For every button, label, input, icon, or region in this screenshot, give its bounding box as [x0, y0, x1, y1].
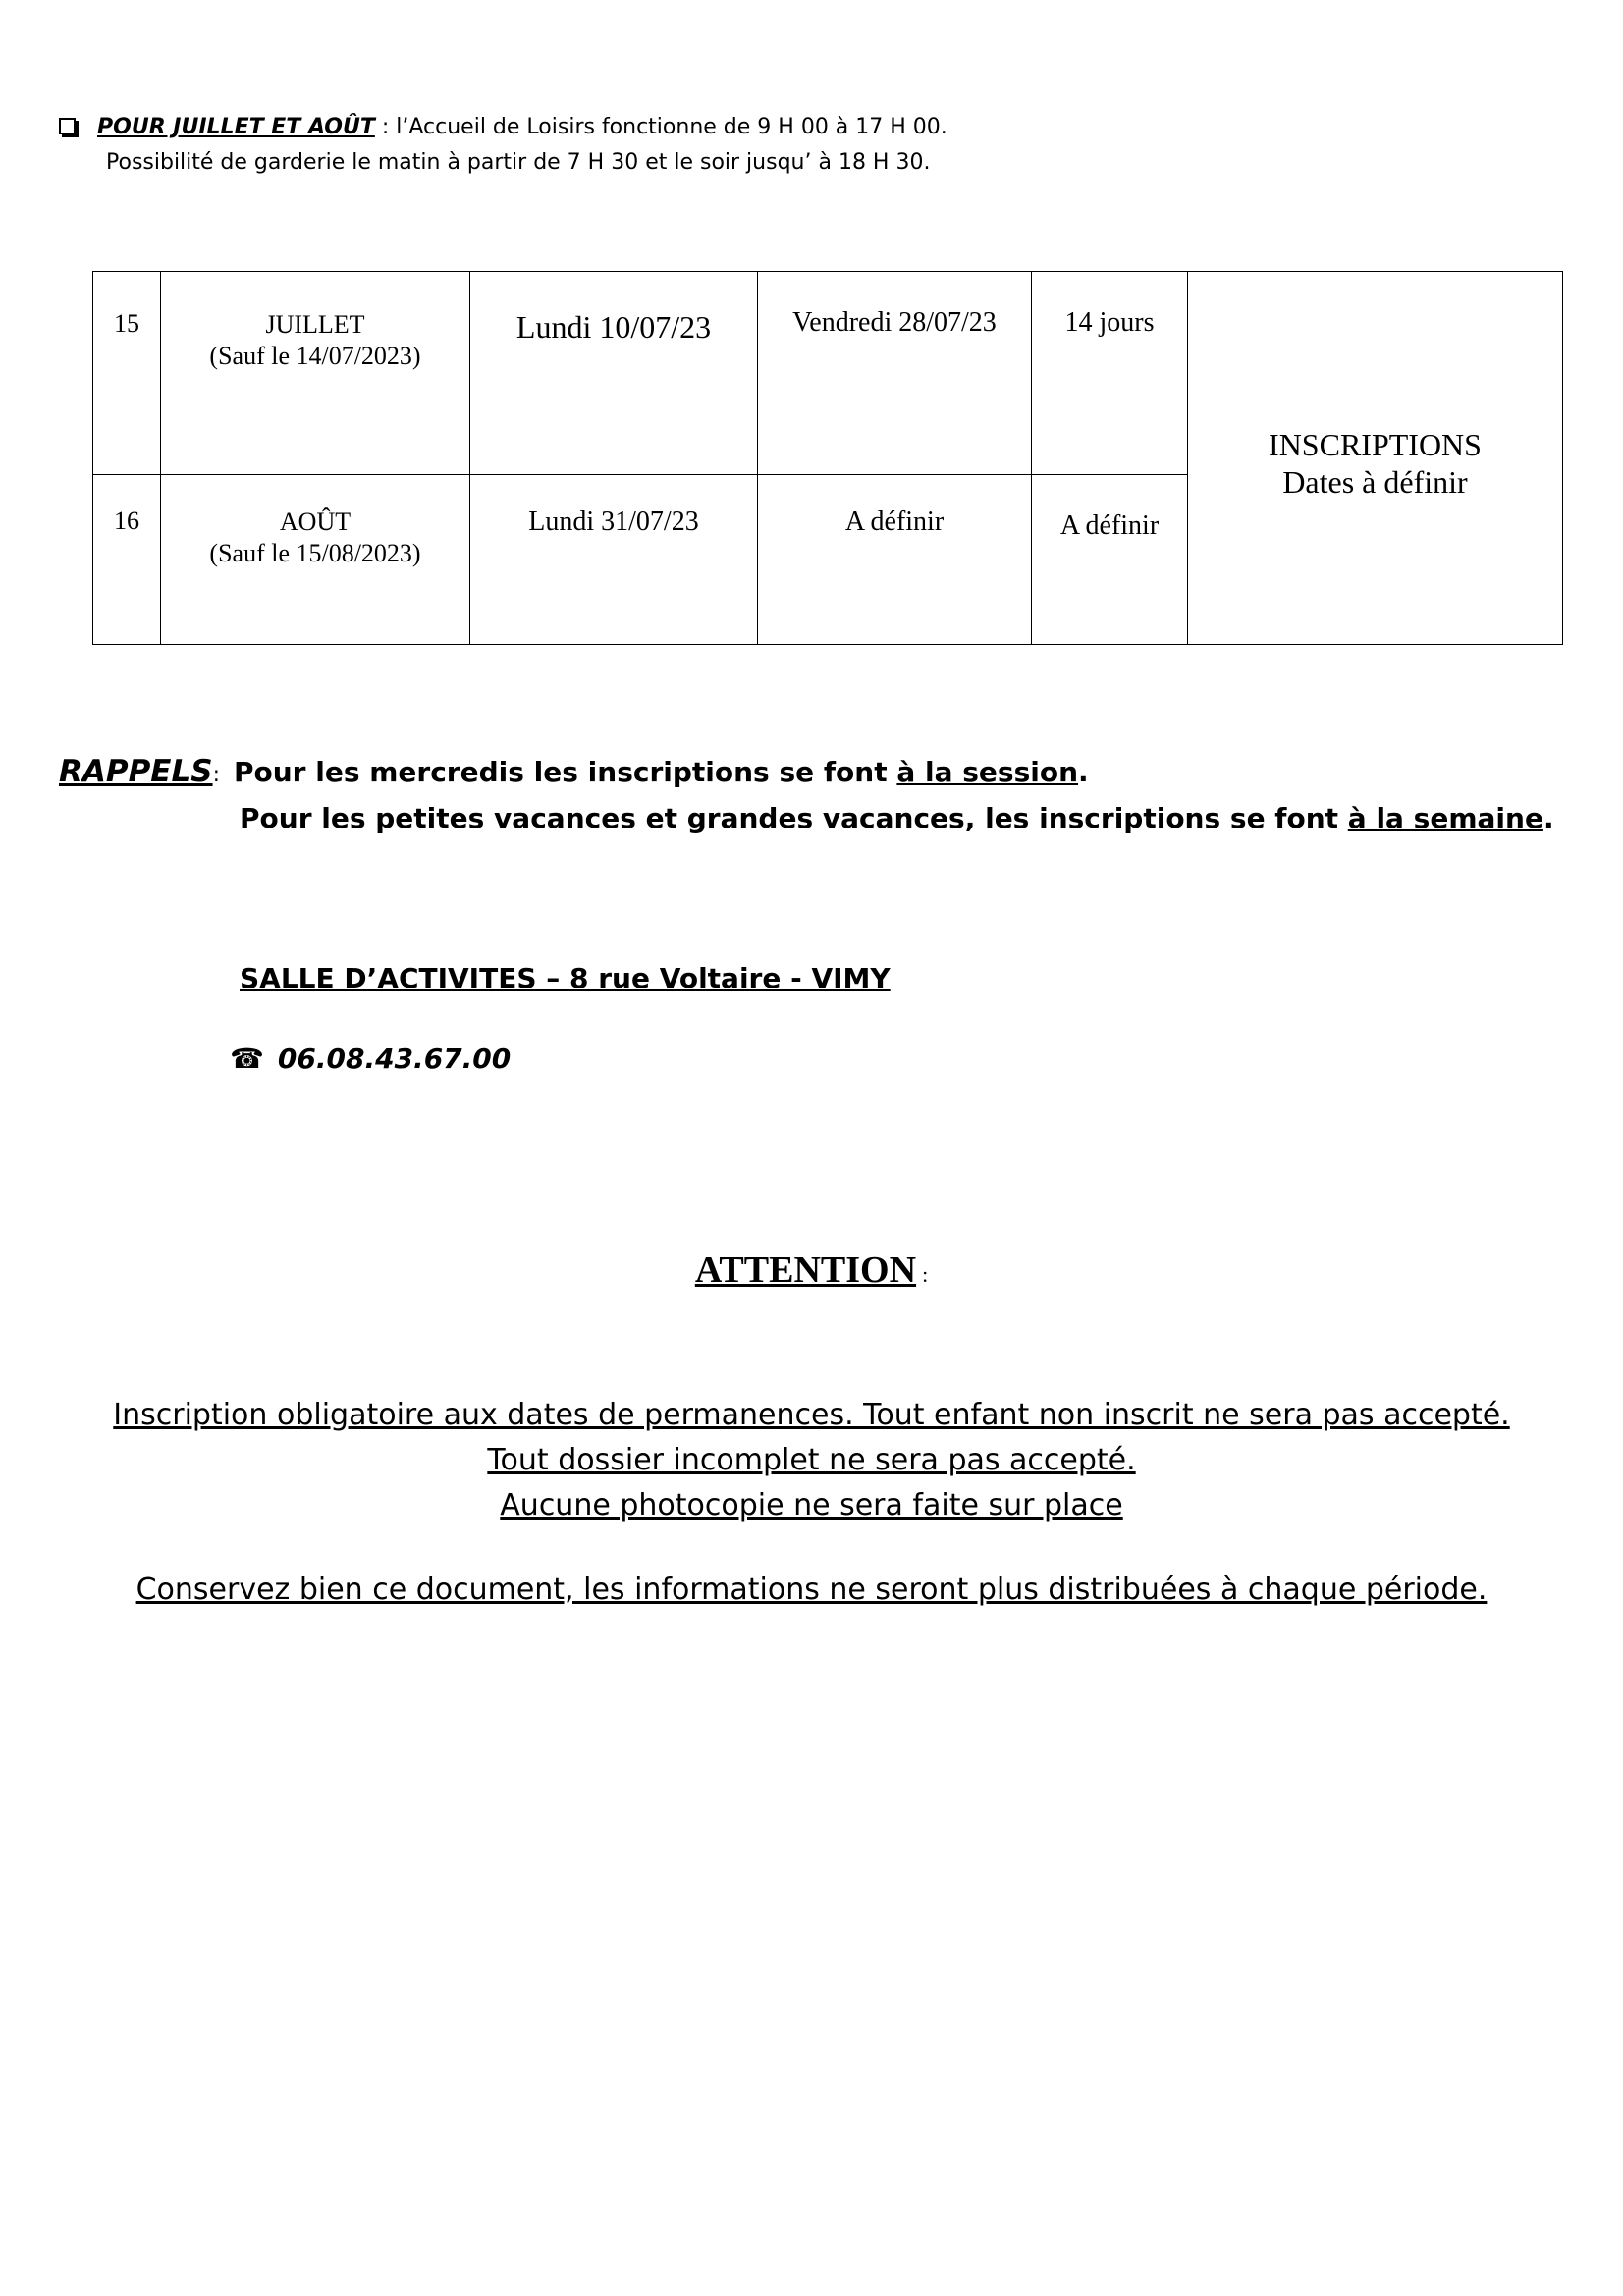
keep-document-notice: Conservez bien ce document, les informations ne seront plus distribuées à chaque période.	[135, 1573, 1488, 1607]
reminders	[59, 750, 1554, 840]
reminder-emphasis: à la semaine	[1347, 802, 1543, 834]
attention-title: ATTENTION	[694, 1250, 917, 1291]
venue-address: SALLE D’ACTIVITES – 8 rue Voltaire - VIMY	[240, 962, 891, 994]
session-duration: 14 jours	[1032, 272, 1188, 475]
reminders-colon: :	[212, 763, 220, 787]
reminder-line-wednesdays	[59, 750, 1554, 797]
summer-hours-line	[59, 110, 947, 145]
inscriptions-cell	[1188, 272, 1563, 645]
telephone-icon: ☎	[230, 1042, 264, 1075]
reminder-emphasis: à la session	[896, 756, 1079, 788]
phone-line	[230, 1042, 511, 1075]
session-exception: (Sauf le 15/08/2023)	[209, 539, 421, 567]
reminder-period: .	[1542, 802, 1554, 834]
reminder-text: Pour les mercredis les inscriptions se font	[233, 756, 897, 788]
phone-number: 06.08.43.67.00	[277, 1042, 512, 1075]
session-end-date: Vendredi 28/07/23	[758, 272, 1032, 475]
attention-heading	[0, 1249, 1623, 1292]
session-month-cell	[161, 475, 470, 645]
session-start-date: Lundi 31/07/23	[470, 475, 758, 645]
attention-colon: :	[922, 1262, 929, 1287]
schedule-table	[92, 271, 1563, 645]
session-month-cell	[161, 272, 470, 475]
session-number: 15	[93, 272, 161, 475]
summer-hours-text: : l’Accueil de Loisirs fonctionne de 9 H 00 à 17 H 00.	[374, 115, 947, 139]
summer-hours-notice	[59, 110, 947, 181]
session-end-date: A définir	[758, 475, 1032, 645]
session-month: AOÛT	[279, 507, 352, 536]
reminder-period: .	[1078, 756, 1089, 788]
inscriptions-title: INSCRIPTIONS	[1269, 426, 1482, 462]
daycare-hours-line: Possibilité de garderie le matin à partir de 7 H 30 et le soir jusqu’ à 18 H 30.	[106, 150, 931, 175]
reminder-line-holidays	[59, 797, 1554, 840]
inscriptions-dates: Dates à définir	[1282, 463, 1468, 500]
table-row	[93, 272, 1563, 475]
session-start-date: Lundi 10/07/23	[470, 272, 758, 475]
session-duration: A définir	[1032, 475, 1188, 645]
session-exception: (Sauf le 14/07/2023)	[209, 342, 421, 370]
reminder-text: Pour les petites vacances et grandes vacances, les inscriptions se font	[240, 802, 1348, 834]
reminders-label: RAPPELS	[59, 754, 213, 789]
incomplete-file-notice: Tout dossier incomplet ne sera pas accepté.	[487, 1443, 1136, 1477]
checkbox-bullet-icon	[59, 118, 76, 134]
session-month: JUILLET	[265, 310, 365, 339]
no-photocopy-notice: Aucune photocopie ne sera faite sur place	[500, 1488, 1123, 1522]
session-number: 16	[93, 475, 161, 645]
summer-hours-lead: POUR JUILLET ET AOÛT	[97, 115, 375, 139]
mandatory-registration-notice: Inscription obligatoire aux dates de permanences. Tout enfant non inscrit ne sera pas accepté.	[113, 1398, 1510, 1432]
